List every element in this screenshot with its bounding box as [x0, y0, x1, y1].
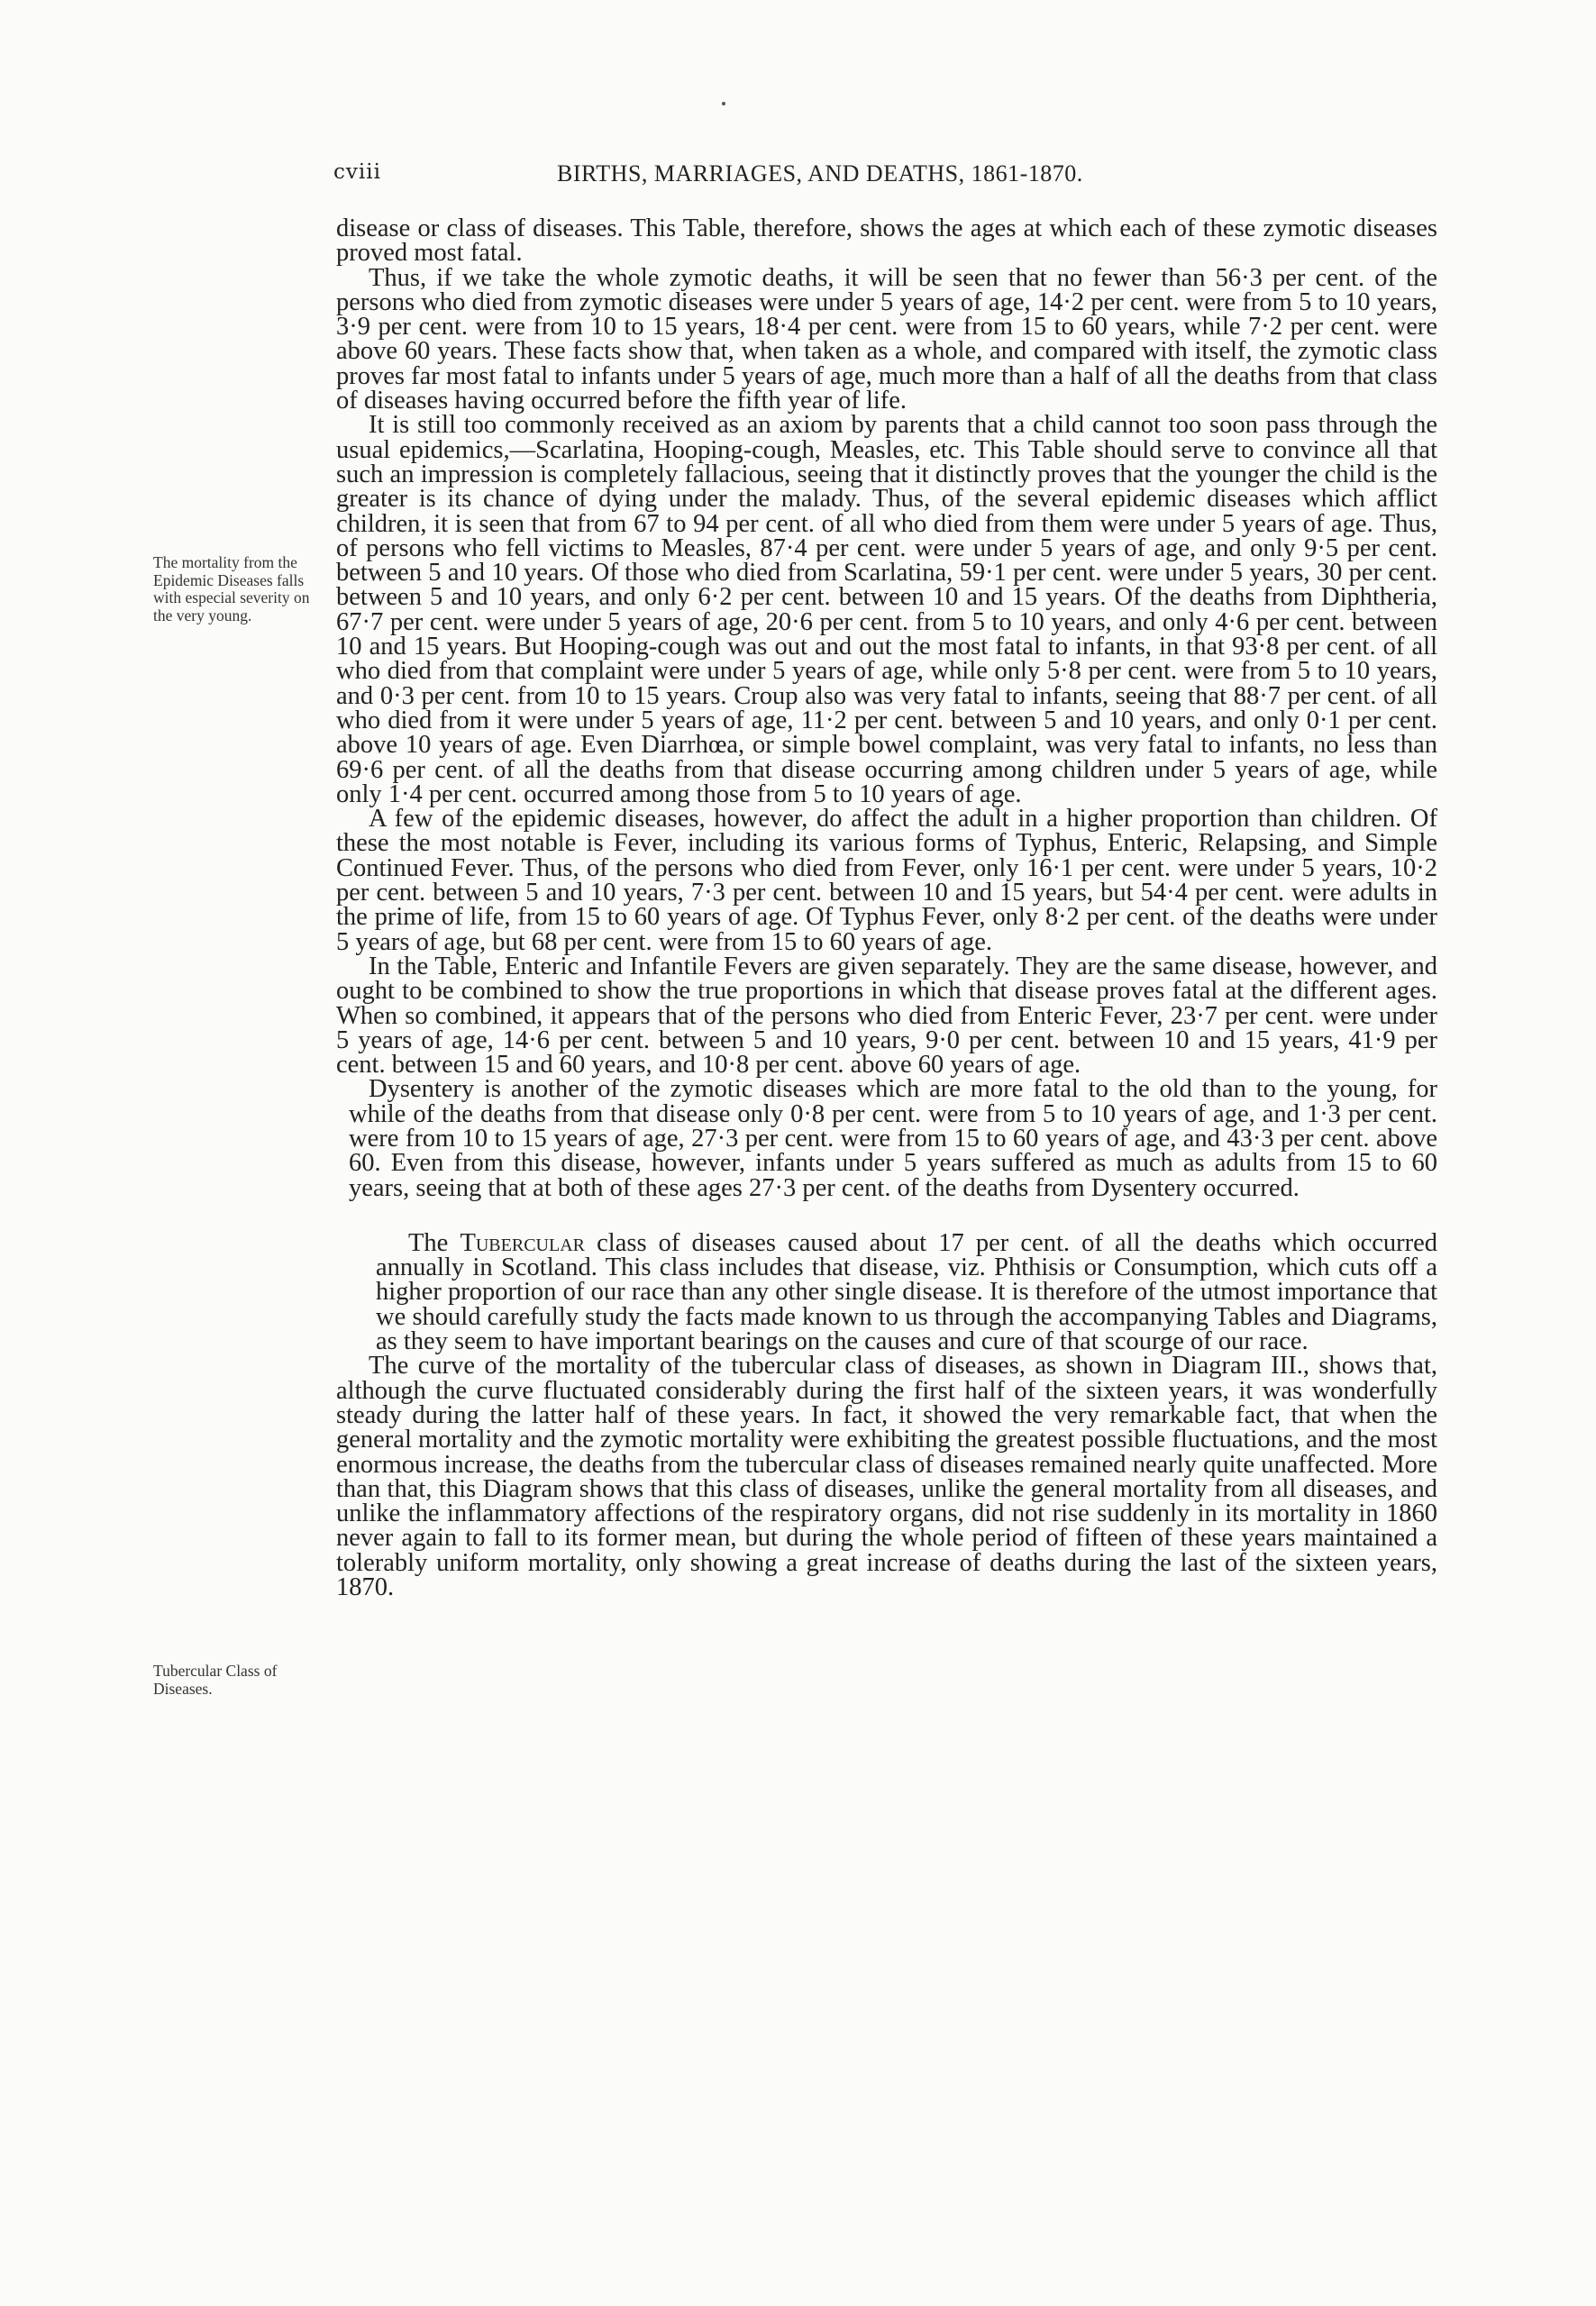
paragraph-rest: class of diseases caused about 17 per cent. of all the deaths which occurred annually in Scotland. This class includes that disease, viz. Phthisis or Consumption, which cuts off a higher proportion of our race than any other single disease. It is therefore of the utmost importance that we should carefully study the facts made known to us through the accompanying Tables and Diagrams, as they seem to have important bearings on the causes and cure of that scourge of our race.	[376, 1228, 1437, 1356]
paragraph: It is still too commonly received as an axiom by parents that a child cannot too soon pass through the usual epidemics,—Scarlatina, Hooping-cough, Measles, etc. This Table should serve to convince all that such an impression is completely fallacious, seeing that it distinctly proves that the younger the child is the greater is its chance of dying under the malady. Thus, of the several epidemic diseases which afflict children, it is seen that from 67 to 94 per cent. of all who died from them were under 5 years of age. Thus, of persons who fell victims to Measles, 87·4 per cent. were under 5 years of age, and only 9·5 per cent. between 5 and 10 years. Of those who died from Scarlatina, 59·1 per cent. were under 5 years, 30 per cent. between 5 and 10 years, and only 6·2 per cent. between 10 and 15 years. Of the deaths from Diphtheria, 67·7 per cent. were under 5 years of age, 20·6 per cent. from 5 to 10 years, and only 4·6 per cent. between 10 and 15 years. But Hooping-cough was out and out the most fatal to infants, in that 93·8 per cent. of all who died from that complaint were under 5 years of age, while only 5·8 per cent. were from 5 to 10 years, and 0·3 per cent. from 10 to 15 years. Croup also was very fatal to infants, seeing that 88·7 per cent. of all who died from it were under 5 years of age, 11·2 per cent. between 5 and 10 years, and only 0·1 per cent. above 10 years of age. Even Diarrhœa, or simple bowel complaint, was very fatal to infants, no less than 69·6 per cent. of all the deaths from that disease occurring among children under 5 years of age, while only 1·4 per cent. occurred among those from 5 to 10 years of age.	[336, 411, 1437, 808]
paragraph-lead: The	[408, 1228, 449, 1257]
paragraph: Dysentery is another of the zymotic diseases which are more fatal to the old than to the young, for while of the deaths from that disease only 0·8 per cent. were from 5 to 10 years of age, and 1·3 per cent. were from 10 to 15 years of age, 27·3 per cent. were from 15 to 60 years of age, and 43·3 per cent. above 60. Even from this disease, however, infants under 5 years suffered as much as adults from 15 to 60 years, seeing that at both of these ages 27·3 per cent. of the deaths from Dysentery occurred.	[349, 1075, 1437, 1202]
page-number: cviii	[333, 160, 381, 184]
paragraph: Thus, if we take the whole zymotic deaths, it will be seen that no fewer than 56·3 per cent. of the persons who died from zymotic diseases were under 5 years of age, 14·2 per cent. were from 5 to 10 years, 3·9 per cent. were from 10 to 15 years, 18·4 per cent. were from 15 to 60 years, while 7·2 per cent. were above 60 years. These facts show that, when taken as a whole, and compared with itself, the zymotic class proves far most fatal to infants under 5 years of age, much more than a half of all the deaths from that class of diseases having occurred before the fifth year of life.	[336, 263, 1437, 415]
print-speck	[722, 102, 725, 105]
body-text	[336, 216, 1437, 1600]
paragraph: In the Table, Enteric and Infantile Fevers are given separately. They are the same disease, however, and ought to be combined to show the true proportions in which that disease proves fatal at the different ages. When so combined, it appears that of the persons who died from Enteric Fever, 23·7 per cent. were under 5 years of age, 14·6 per cent. between 5 and 10 years, 9·0 per cent. between 10 and 15 years, 41·9 per cent. between 15 and 60 years, and 10·8 per cent. above 60 years of age.	[336, 952, 1437, 1080]
paragraph: disease or class of diseases. This Table, therefore, shows the ages at which each of these zymotic diseases proved most fatal.	[336, 214, 1437, 268]
paragraph: A few of the epidemic diseases, however, do affect the adult in a higher proportion than children. Of these the most notable is Fever, including its various forms of Typhus, Enteric, Relapsing, and Simple Continued Fever. Thus, of the persons who died from Fever, only 16·1 per cent. were under 5 years, 10·2 per cent. between 5 and 10 years, 7·3 per cent. between 10 and 15 years, but 54·4 per cent. were adults in the prime of life, from 15 to 60 years of age. Of Typhus Fever, only 8·2 per cent. of the deaths were under 5 years of age, but 68 per cent. were from 15 to 60 years of age.	[336, 805, 1437, 956]
margin-note-tubercular: Tubercular Class of Diseases.	[153, 1662, 278, 1698]
paragraph-tubercular	[336, 1228, 1437, 1356]
page-header	[333, 160, 1442, 196]
small-caps-term: Tubercular	[460, 1228, 585, 1257]
running-title: BIRTHS, MARRIAGES, AND DEATHS, 1861-1870.	[557, 160, 1083, 187]
margin-note-epidemic: The mortality from the Epidemic Diseases falls with especial severity on the very young.	[153, 553, 310, 624]
paragraph: The curve of the mortality of the tubercular class of diseases, as shown in Diagram III., shows that, although the curve fluctuated considerably during the first half of the sixteen years, it was wonderfully steady during the latter half of these years. In fact, it showed the very remarkable fact, that when the general mortality and the zymotic mortality were exhibiting the greatest possible fluctuations, and the most enormous increase, the deaths from the tubercular class of diseases remained nearly quite unaffected. More than that, this Diagram shows that this class of diseases, unlike the general mortality from all diseases, and unlike the inflammatory affections of the respiratory organs, did not rise suddenly in its mortality in 1860 never again to fall to its former mean, but during the whole period of fifteen of these years maintained a tolerably uniform mortality, only showing a great increase of deaths during the last of the sixteen years, 1870.	[336, 1352, 1437, 1602]
